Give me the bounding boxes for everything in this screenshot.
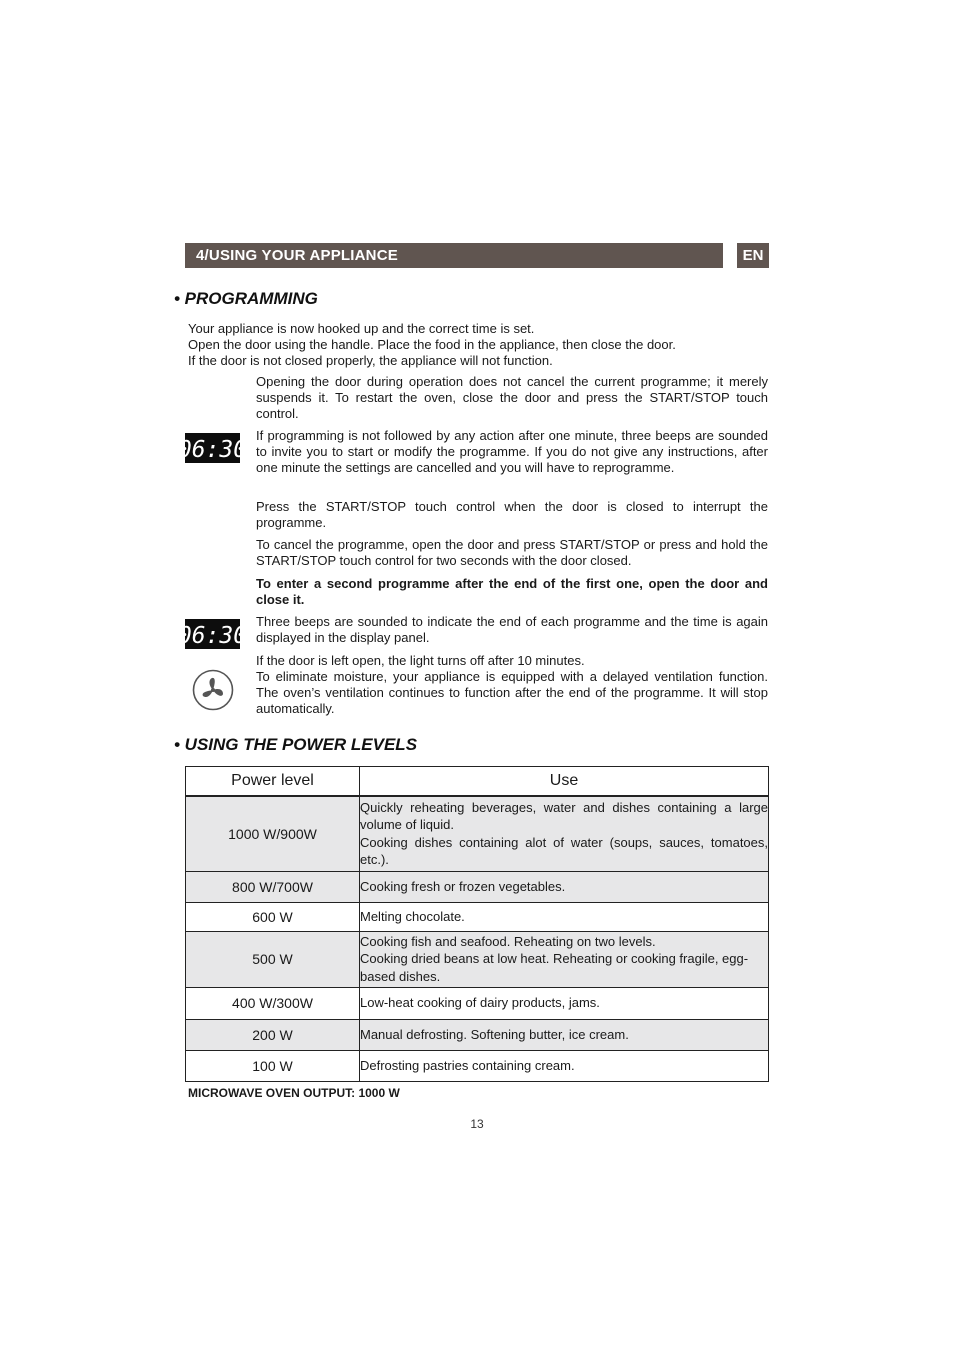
column-header-use: Use (360, 767, 769, 797)
paragraph-ventilation (256, 653, 768, 717)
digital-display-icon (177, 619, 248, 649)
use-cell (360, 902, 769, 931)
use-line: Cooking dried beans at low heat. Reheating or cooking fragile, egg-based dishes. (360, 951, 749, 984)
use-line: Low-heat cooking of dairy products, jams. (360, 995, 600, 1011)
power-level-cell: 500 W (186, 931, 360, 987)
intro-line: If the door is not closed properly, the appliance will not function. (188, 353, 553, 368)
language-badge: EN (737, 243, 769, 268)
paragraph-second-programme: To enter a second programme after the end of the first one, open the door and close it. (256, 576, 768, 607)
table-row (186, 1019, 769, 1050)
power-level-cell: 600 W (186, 902, 360, 931)
use-line: Defrosting pastries containing cream. (360, 1057, 575, 1073)
power-level-cell: 200 W (186, 1019, 360, 1050)
section-header: 4/USING YOUR APPLIANCE (185, 243, 723, 268)
table-row (186, 931, 769, 987)
use-line: Quickly reheating beverages, water and dishes containing a large volume of liquid. (360, 799, 768, 833)
paragraph-interrupt: Press the START/STOP touch control when the door is closed to interrupt the programme. (256, 499, 768, 530)
power-level-cell: 100 W (186, 1050, 360, 1081)
column-header-power-level: Power level (186, 767, 360, 797)
power-level-cell: 800 W/700W (186, 871, 360, 902)
intro-line: Your appliance is now hooked up and the correct time is set. (188, 321, 535, 336)
use-cell (360, 987, 769, 1019)
svg-text:06:30: 06:30 (177, 623, 248, 649)
svg-text:06:30: 06:30 (177, 437, 248, 463)
table-row (186, 987, 769, 1019)
table-row (186, 1050, 769, 1081)
table-row (186, 871, 769, 902)
programming-intro (188, 321, 768, 369)
oven-output-note: MICROWAVE OVEN OUTPUT: 1000 W (188, 1086, 400, 1100)
power-level-cell: 400 W/300W (186, 987, 360, 1019)
digital-display-icon (177, 433, 248, 463)
power-levels-title: • USING THE POWER LEVELS (174, 735, 418, 754)
table-row (186, 796, 769, 871)
use-line: Cooking fish and seafood. Reheating on two levels. (360, 933, 656, 949)
programming-title: • PROGRAMMING (174, 289, 318, 308)
paragraph-cancel: To cancel the programme, open the door and press START/STOP or press and hold the START/STOP touch control for two seconds with the door closed. (256, 537, 768, 568)
ventilation-text: To eliminate moisture, your appliance is equipped with a delayed ventilation function. The oven’s ventilation continues to function after the end of the programme. It will stop automatically. (256, 669, 768, 716)
use-cell (360, 871, 769, 902)
use-line: Cooking dishes containing alot of water (soups, sauces, tomatoes, etc.). (360, 834, 768, 868)
use-cell (360, 796, 769, 871)
table-header-row (186, 767, 769, 797)
use-cell (360, 1019, 769, 1050)
paragraph-timeout: If programming is not followed by any action after one minute, three beeps are sounded to invite you to start or modify the programme. If you do not give any instructions, after one minute the settings are cancelled and you will have to reprogramme. (256, 428, 768, 475)
power-levels-table (185, 766, 769, 1082)
table-row (186, 902, 769, 931)
paragraph-end-beeps: Three beeps are sounded to indicate the end of each programme and the time is again displayed in the display panel. (256, 614, 768, 645)
paragraph-door-open: Opening the door during operation does not cancel the current programme; it merely suspends it. To restart the oven, close the door and press the START/STOP touch control. (256, 374, 768, 421)
use-line: Manual defrosting. Softening butter, ice cream. (360, 1026, 629, 1042)
fan-icon (192, 669, 234, 711)
use-cell (360, 1050, 769, 1081)
use-cell (360, 931, 769, 987)
power-level-cell: 1000 W/900W (186, 796, 360, 871)
use-line: Cooking fresh or frozen vegetables. (360, 878, 566, 894)
light-off-text: If the door is left open, the light turns off after 10 minutes. (256, 653, 585, 668)
intro-line: Open the door using the handle. Place the food in the appliance, then close the door. (188, 337, 676, 352)
use-line: Melting chocolate. (360, 908, 465, 924)
page-number: 13 (470, 1117, 484, 1131)
